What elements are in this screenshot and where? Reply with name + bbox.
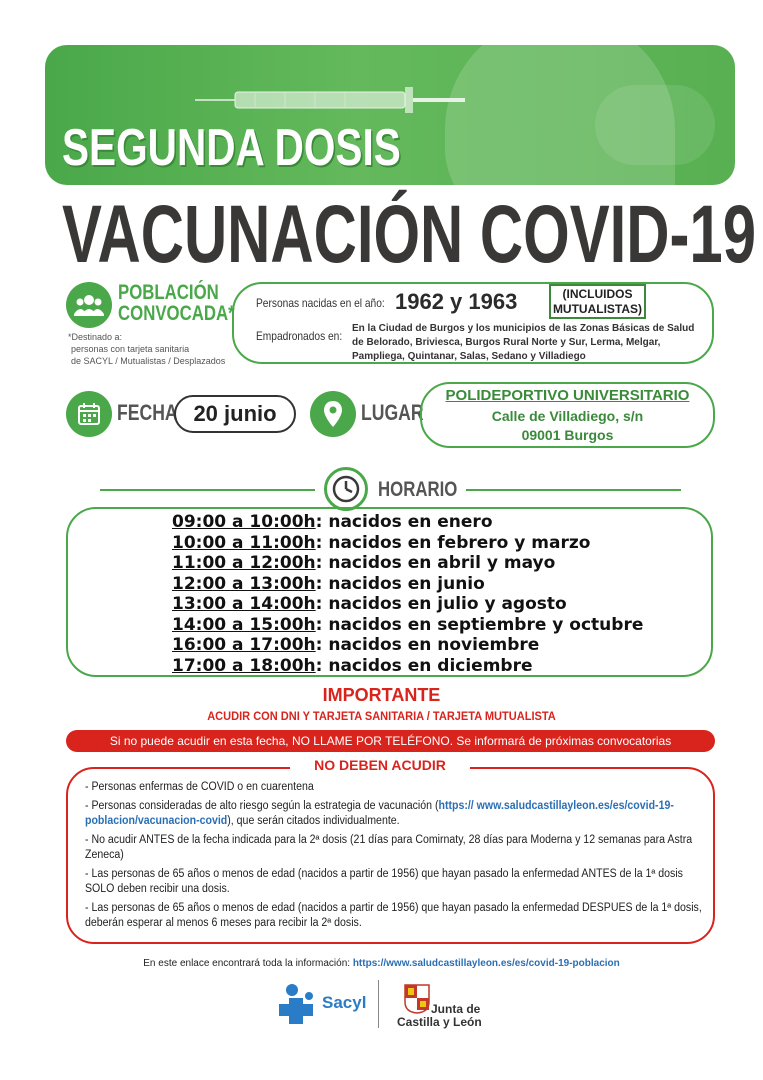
exclusion-item: - Las personas de 65 años o menos de edad (nacidos a partir de 1956) que hayan pasado la enfermedad DESPUES de la 1ª dosis, deberán esperar al menos 6 meses para recibir la 2ª dosis. bbox=[85, 901, 702, 929]
clock-icon bbox=[324, 467, 368, 511]
schedule-text: : nacidos en noviembre bbox=[315, 635, 540, 655]
people-icon bbox=[66, 282, 112, 328]
footer-info bbox=[0, 958, 763, 969]
schedule-row bbox=[172, 656, 643, 677]
fecha-label: FECHA bbox=[117, 400, 178, 425]
schedule-text: : nacidos en febrero y marzo bbox=[315, 532, 591, 553]
exclusions-title: NO DEBEN ACUDIR bbox=[290, 757, 470, 773]
exclusion-text: ), que serán citados individualmente. bbox=[227, 815, 400, 827]
schedule-time: 12:00 a 13:00h bbox=[172, 573, 316, 594]
included-line1: (INCLUIDOS bbox=[562, 287, 633, 301]
poblacion-note bbox=[68, 331, 225, 367]
sacyl-logo-text: Sacyl bbox=[322, 993, 367, 1012]
registered-text: En la Ciudad de Burgos y los municipios de las Zonas Básicas de Salud de Belorado, Briviesca, Burgos Rural Norte y Sur, Lerma, Melgar, Pampliega, Quintanar, Salas, Sedano y Villadiego bbox=[352, 323, 695, 362]
location-pin-icon bbox=[310, 391, 356, 437]
fecha-value: 20 junio bbox=[174, 395, 296, 433]
banner-title-second-dose: SEGUNDA DOSIS bbox=[62, 119, 401, 177]
junta-line2: Castilla y León bbox=[397, 1015, 482, 1029]
schedule-text: : nacidos en septiembre y octubre bbox=[315, 614, 644, 635]
born-label: Personas nacidas en el año: bbox=[256, 296, 385, 310]
main-title: VACUNACIÓN COVID-19 bbox=[62, 189, 757, 280]
schedule-row bbox=[172, 635, 643, 656]
exclusion-item: - Personas enfermas de COVID o en cuarentena bbox=[85, 781, 314, 793]
calendar-icon bbox=[66, 391, 112, 437]
schedule-row bbox=[172, 533, 643, 554]
exclusion-item: - No acudir ANTES de la fecha indicada para la 2ª dosis (21 días para Comirnaty, 28 días para Moderna y 12 semanas para Astra Zeneca) bbox=[85, 833, 693, 861]
junta-line1: Junta de bbox=[431, 1002, 481, 1016]
exclusion-text: - Personas consideradas de alto riesgo según la estrategia de vacunación ( bbox=[85, 799, 439, 812]
venue-city: 09001 Burgos bbox=[521, 427, 614, 443]
important-title: IMPORTANTE bbox=[322, 685, 441, 705]
schedule-time: 11:00 a 12:00h bbox=[172, 553, 316, 573]
included-badge bbox=[549, 284, 646, 319]
horario-label: HORARIO bbox=[378, 478, 458, 501]
footer-info-text: En este enlace encontrará toda la información: bbox=[143, 958, 351, 969]
poblacion-heading bbox=[118, 282, 235, 324]
schedule-list bbox=[172, 512, 643, 676]
sacyl-logo-icon bbox=[275, 982, 319, 1026]
alert-bar: Si no puede acudir en esta fecha, NO LLAME POR TELÉFONO. Se informará de próximas convocatorias bbox=[66, 730, 715, 752]
horario-rule-right bbox=[466, 489, 681, 491]
vaccination-link[interactable]: https:// www.saludcastillayleon.es/es/covid-19-poblacion/vacunacion-covid bbox=[85, 799, 674, 827]
schedule-time: 17:00 a 18:00h bbox=[172, 655, 316, 676]
venue-name: POLIDEPORTIVO UNIVERSITARIO bbox=[445, 387, 690, 404]
schedule-time: 14:00 a 15:00h bbox=[172, 614, 316, 635]
junta-logo-text bbox=[397, 1003, 482, 1029]
included-line2: MUTUALISTAS) bbox=[552, 302, 643, 316]
exclusion-item: - Las personas de 65 años o menos de edad (nacidos a partir de 1956) que hayan pasado la enfermedad ANTES de la 1ª dosis SOLO deben recibir una dosis. bbox=[85, 867, 683, 895]
poblacion-heading-line1: POBLACIÓN bbox=[118, 281, 219, 304]
schedule-row bbox=[172, 574, 643, 595]
schedule-text: : nacidos en enero bbox=[315, 512, 493, 532]
schedule-row bbox=[172, 553, 643, 574]
note-line: personas con tarjeta sanitaria bbox=[71, 344, 190, 354]
schedule-time: 13:00 a 14:00h bbox=[172, 594, 316, 614]
registered-label: Empadronados en: bbox=[256, 329, 343, 343]
note-line: de SACYL / Mutualistas / Desplazados bbox=[71, 356, 226, 366]
schedule-time: 10:00 a 11:00h bbox=[172, 532, 316, 553]
venue-address: Calle de Villadiego, s/n bbox=[491, 408, 644, 424]
exclusion-item bbox=[85, 799, 711, 830]
exclusions-list bbox=[85, 780, 715, 935]
schedule-row bbox=[172, 594, 643, 615]
schedule-text: : nacidos en abril y mayo bbox=[315, 553, 556, 573]
poblacion-heading-line2: CONVOCADA* bbox=[118, 302, 235, 325]
schedule-text: : nacidos en junio bbox=[315, 573, 485, 594]
schedule-text: : nacidos en diciembre bbox=[315, 655, 533, 676]
schedule-time: 09:00 a 10:00h bbox=[172, 512, 316, 532]
lugar-label: LUGAR bbox=[361, 400, 424, 425]
footer-info-link[interactable]: https://www.saludcastillayleon.es/es/covid-19-poblacion bbox=[352, 958, 620, 969]
born-years: 1962 y 1963 bbox=[395, 289, 518, 314]
schedule-row bbox=[172, 512, 643, 533]
footer-divider bbox=[378, 980, 379, 1028]
schedule-time: 16:00 a 17:00h bbox=[172, 635, 316, 655]
important-subtitle: ACUDIR CON DNI Y TARJETA SANITARIA / TARJETA MUTUALISTA bbox=[207, 709, 556, 723]
horario-rule-left bbox=[100, 489, 315, 491]
schedule-text: : nacidos en julio y agosto bbox=[315, 594, 567, 614]
note-line: *Destinado a: bbox=[68, 332, 123, 342]
schedule-row bbox=[172, 615, 643, 636]
glove-shape-2 bbox=[595, 85, 715, 165]
